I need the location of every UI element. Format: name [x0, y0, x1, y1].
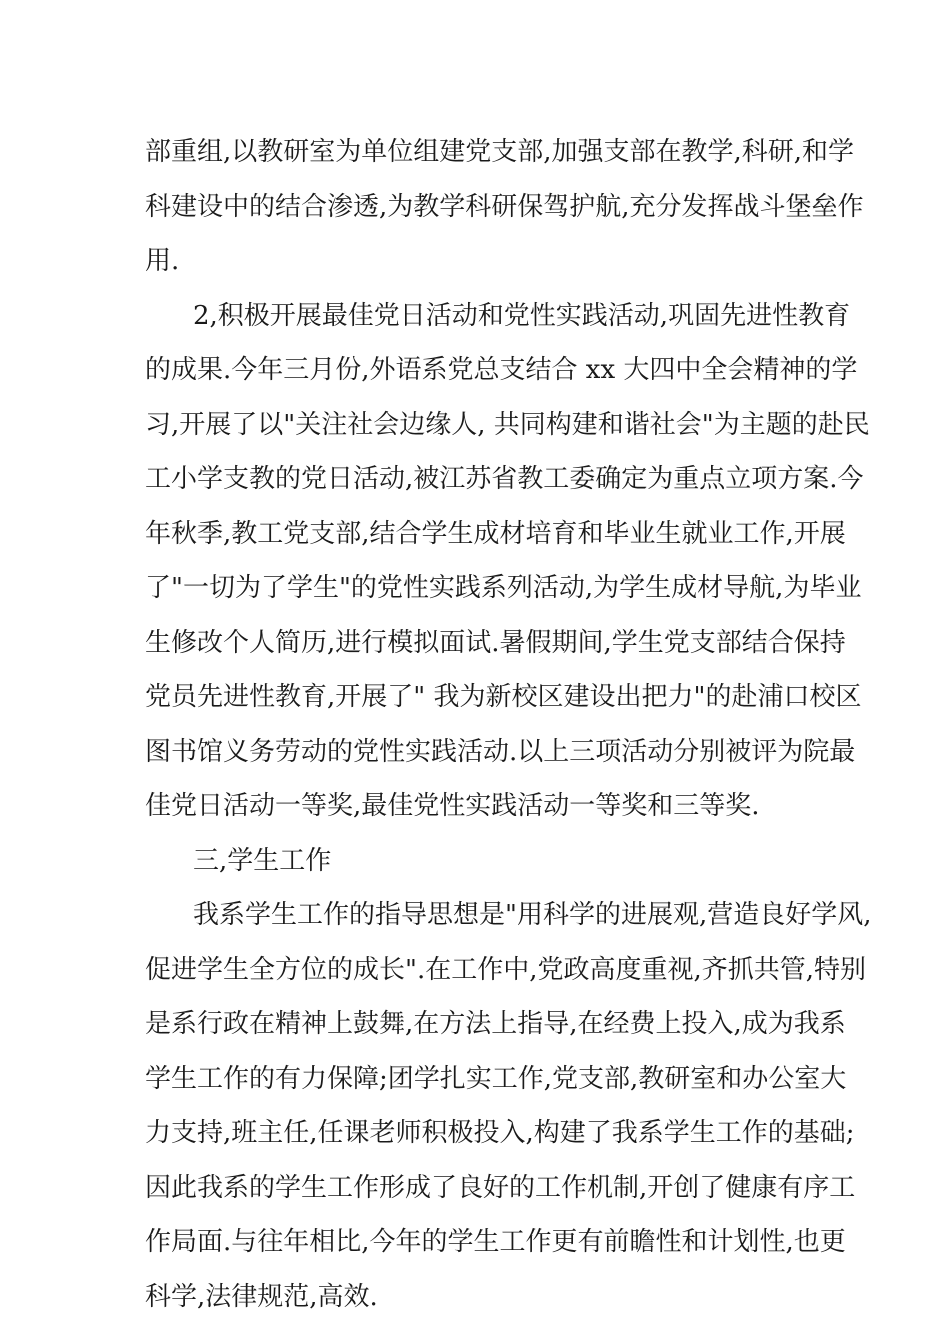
text-line: 部重组,以教研室为单位组建党支部,加强支部在教学,科研,和学 [145, 137, 855, 167]
text-line: 用. [145, 246, 180, 276]
text-line: 工小学支教的党日活动,被江苏省教工委确定为重点立项方案.今 [145, 464, 864, 494]
document-body [145, 125, 872, 1324]
text-line: 我系学生工作的指导思想是"用科学的进展观,营造良好学风, [193, 900, 872, 930]
text-line: 力支持,班主任,任课老师积极投入,构建了我系学生工作的基础; [145, 1118, 855, 1148]
text-line: 习,开展了以"关注社会边缘人, 共同构建和谐社会"为主题的赴民 [145, 409, 870, 440]
text-line: 的成果.今年三月份,外语系党总支结合 xx 大四中全会精神的学 [145, 355, 858, 385]
text-line: 作局面.与往年相比,今年的学生工作更有前瞻性和计划性,也更 [145, 1227, 846, 1257]
text-line: 佳党日活动一等奖,最佳党性实践活动一等奖和三等奖. [145, 791, 760, 821]
text-line: 是系行政在精神上鼓舞,在方法上指导,在经费上投入,成为我系 [145, 1009, 846, 1039]
text-line: 了"一切为了学生"的党性实践系列活动,为学生成材导航,为毕业 [145, 573, 862, 603]
text-line: 因此我系的学生工作形成了良好的工作机制,开创了健康有序工 [145, 1172, 856, 1203]
text-line: 生修改个人简历,进行模拟面试.暑假期间,学生党支部结合保持 [145, 627, 846, 658]
text-line: 三,学生工作 [193, 845, 332, 876]
text-line: 科建设中的结合渗透,为教学科研保驾护航,充分发挥战斗堡垒作 [145, 191, 864, 222]
text-line: 2,积极开展最佳党日活动和党性实践活动,巩固先进性教育 [193, 300, 851, 331]
text-line: 促进学生全方位的成长".在工作中,党政高度重视,齐抓共管,特别 [145, 954, 867, 985]
text-line: 党员先进性教育,开展了" 我为新校区建设出把力"的赴浦口校区 [145, 682, 862, 712]
text-line: 年秋季,教工党支部,结合学生成材培育和毕业生就业工作,开展 [145, 518, 846, 549]
text-line: 学生工作的有力保障;团学扎实工作,党支部,教研室和办公室大 [145, 1063, 847, 1094]
text-line: 科学,法律规范,高效. [145, 1281, 378, 1312]
text-line: 图书馆义务劳动的党性实践活动.以上三项活动分别被评为院最 [145, 736, 856, 767]
